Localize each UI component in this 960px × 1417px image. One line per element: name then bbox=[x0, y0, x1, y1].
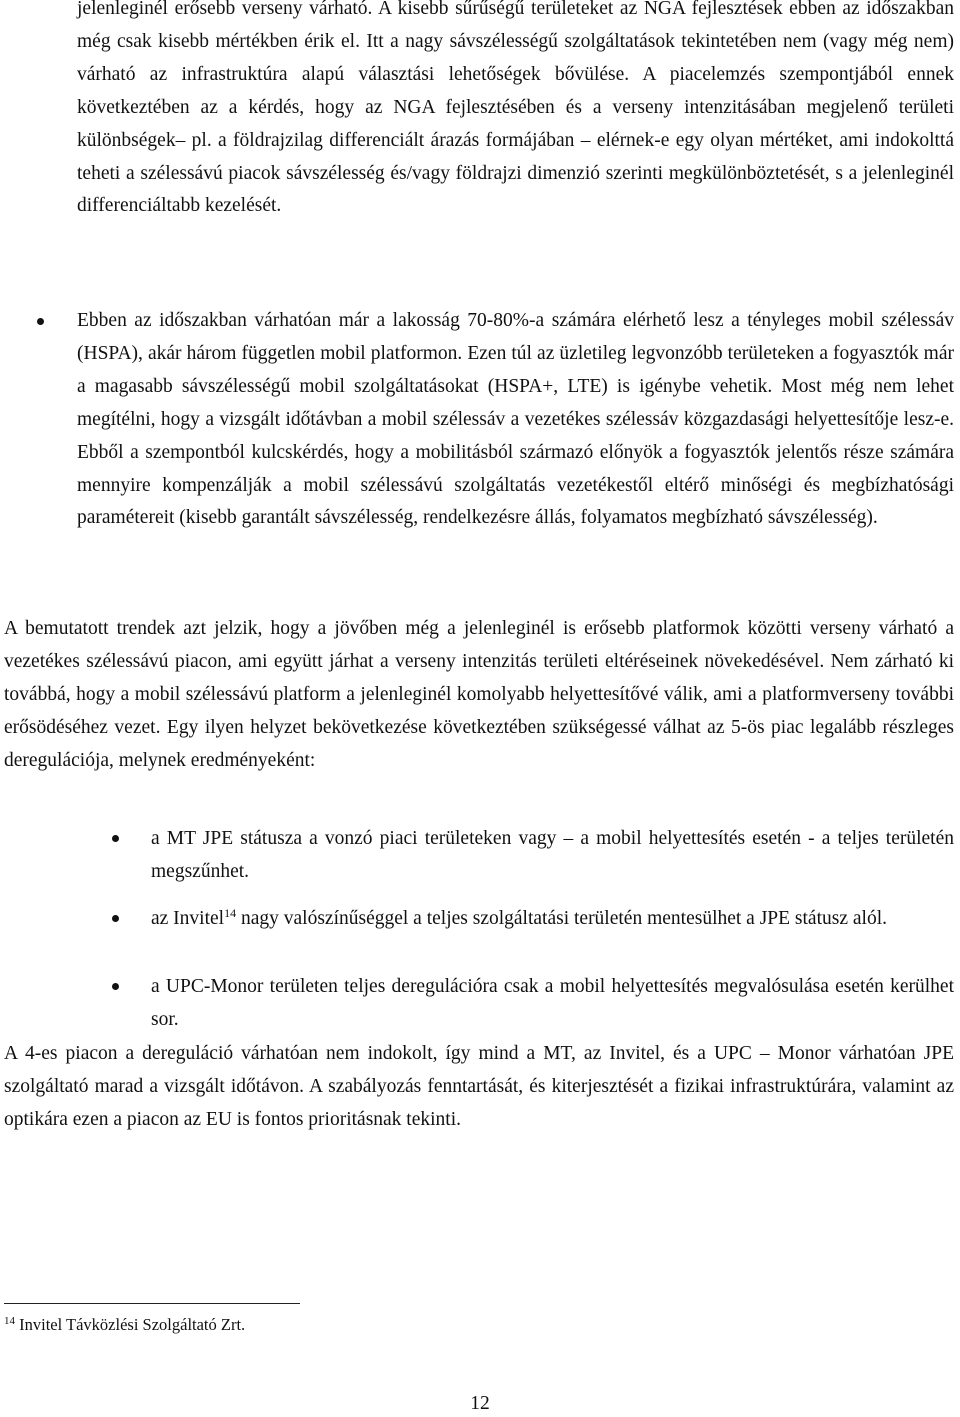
market4-paragraph: A 4-es piacon a dereguláció várhatóan nem indokolt, így mind a MT, az Invitel, és a UPC – Monor várhatóan JPE szolgáltató marad a vizsgált időtávon. A szabályozás fenntartását, és kiterjesztését a fizikai infrastruktúrára, valamint az optikára ezen a piacon az EU is fontos prioritásnak tekinti. bbox=[4, 1043, 954, 1130]
footnote bbox=[4, 1314, 245, 1336]
footnote-number: 14 bbox=[4, 1315, 15, 1327]
bullet-icon bbox=[112, 983, 119, 990]
bullet-icon bbox=[37, 318, 44, 325]
mobile-broadband-bullet-text: Ebben az időszakban várhatóan már a lakosság 70-80%-a számára elérhető lesz a tényleges mobil szélessáv (HSPA), akár három független mobil platformon. Ezen túl az üzletileg legvonzóbb területeken a fogyasztók már a magasabb sávszélességű mobil szolgáltatásokat (HSPA+, LTE) is igénybe vehetik. Most még nem lehet megítélni, hogy a vizsgált időtávban a mobil szélessáv a vezetékes szélessáv közgazdasági helyettesítője lesz-e. Ebből a szempontból kulcskérdés, hogy a mobilitásból származó előnyök a fogyasztók jelentős része számára mennyire kompenzálják a mobil szélessávú szolgáltatás vezetékestől eltérő minőségi és megbízhatósági paramétereit (kisebb garantált sávszélesség, rendelkezésre állás, folyamatos megbízható sávszélesség). bbox=[77, 310, 954, 529]
bullet-icon bbox=[112, 835, 119, 842]
list-item-text: a UPC-Monor területen teljes deregulációra csak a mobil helyettesítés megvalósulása esetén kerülhet sor. bbox=[151, 976, 954, 1030]
list-item-text bbox=[151, 903, 954, 936]
footnote-separator bbox=[4, 1303, 300, 1304]
intro-continuation-paragraph: jelenleginél erősebb verseny várható. A kisebb sűrűségű területeket az NGA fejlesztések ebben az időszakban még csak kisebb mértékben érik el. Itt a nagy sávszélességű szolgáltatások tekintetében nem (vagy még nem) várható az infrastruktúra alapú választási lehetőségek bővülése. A piacelemzés szempontjából ennek következtében az a kérdés, hogy az NGA fejlesztésében és a verseny intenzitásában megjelenő területi különbségek– pl. a földrajzilag differenciált árazás formájában – elérnek-e egy olyan mértéket, ami indokolttá teheti a szélessávú piacok sávszélesség és/vagy földrajzi dimenzió szerinti megkülönböztetését, s a jelenleginél differenciáltabb kezelését. bbox=[77, 0, 954, 217]
page-number: 12 bbox=[470, 1393, 490, 1414]
bullet-icon bbox=[112, 915, 119, 922]
list-item-text: a MT JPE státusza a vonzó piaci területeken vagy – a mobil helyettesítés esetén - a teljes területén megszűnhet. bbox=[151, 828, 954, 882]
trends-paragraph: A bemutatott trendek azt jelzik, hogy a jövőben még a jelenleginél is erősebb platformok közötti verseny várható a vezetékes szélessávú piacon, ami együtt járhat a verseny intenzitás területi eltéréseinek növekedésével. Nem zárható ki továbbá, hogy a mobil szélessávú platform a jelenleginél komolyabb helyettesítővé válik, ami a platformverseny további erősödéséhez vezet. Egy ilyen helyzet bekövetkezése következtében szükségessé válhat az 5-ös piac legalább részleges deregulációja, melynek eredményeként: bbox=[4, 618, 954, 771]
invitel-text: az Invitel bbox=[151, 908, 225, 929]
invitel-text-rest: nagy valószínűséggel a teljes szolgáltatási területén mentesülhet a JPE státusz alól. bbox=[236, 908, 887, 929]
footnote-text: Invitel Távközlési Szolgáltató Zrt. bbox=[15, 1315, 246, 1334]
footnote-reference[interactable]: 14 bbox=[224, 906, 237, 920]
